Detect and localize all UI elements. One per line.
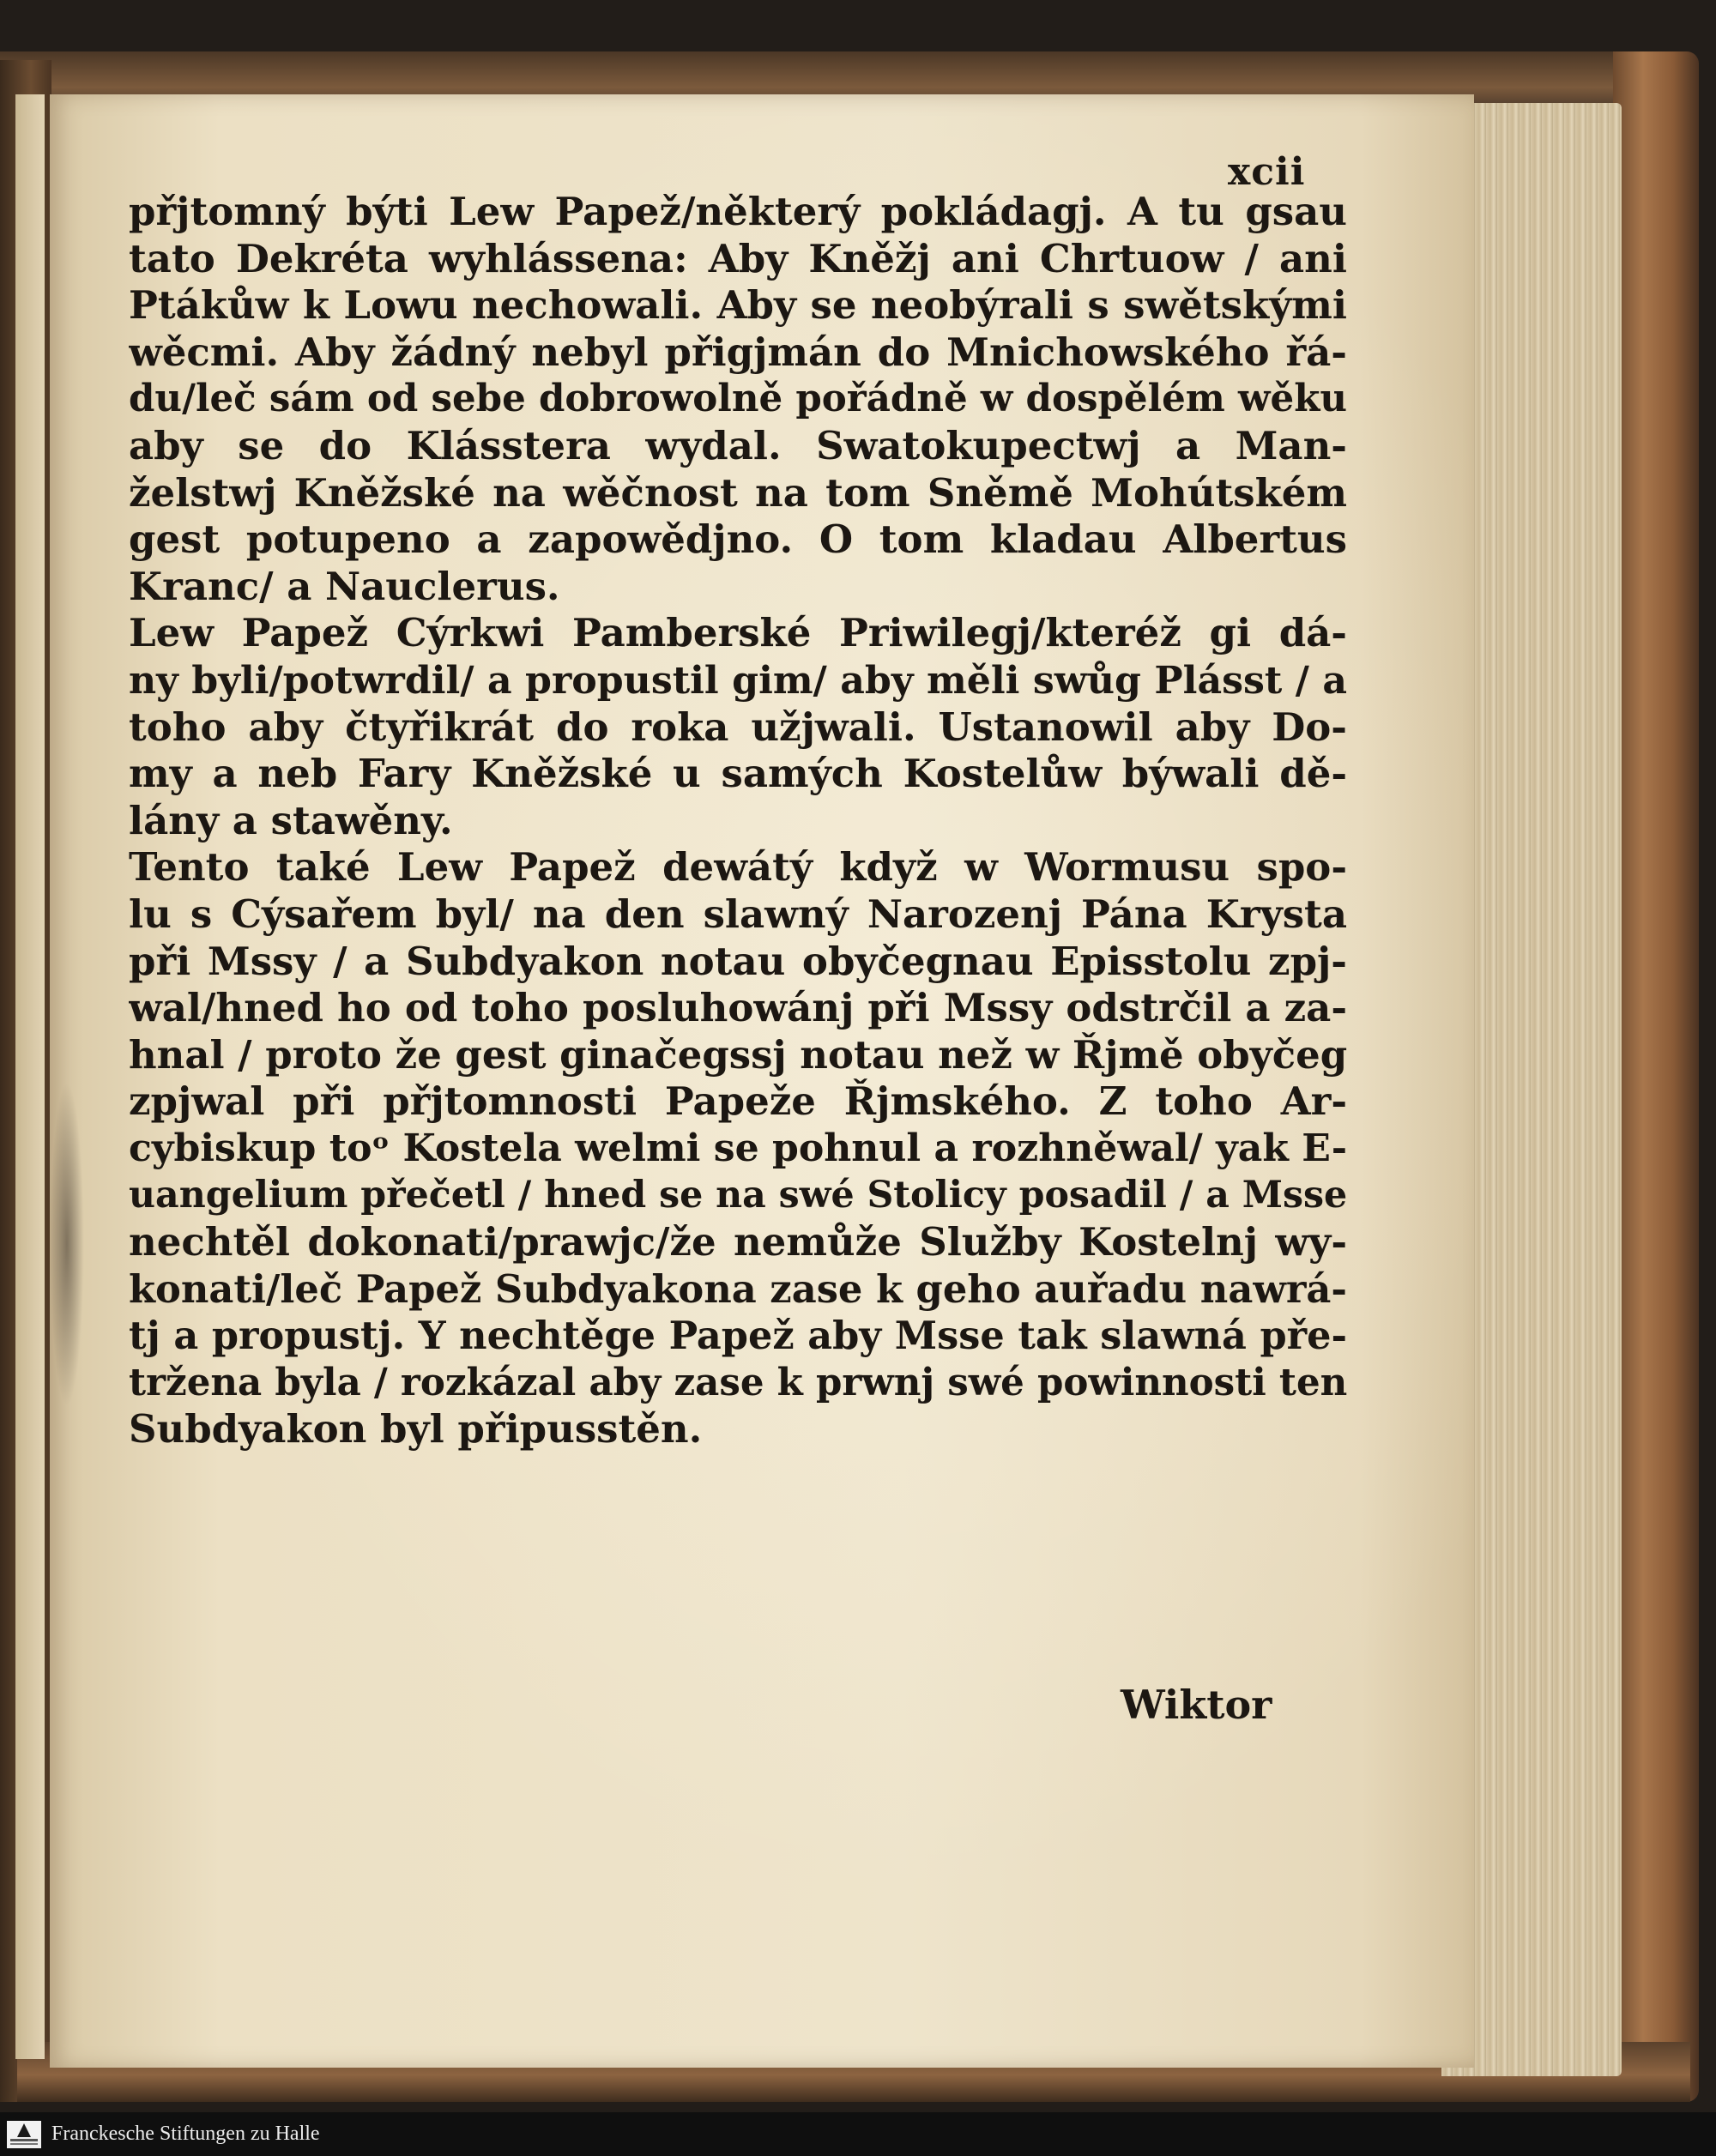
text-line: želstwj Kněžské na wěčnost na tom Sněmě Mohútském bbox=[129, 469, 1347, 516]
text-line: Lew Papež Cýrkwi Pamberské Priwilegj/kteréž gi dá- bbox=[129, 610, 1347, 656]
text-line: konati/leč Papež Subdyakona zase k geho auřadu nawrá- bbox=[129, 1265, 1347, 1312]
folio-number: xcii bbox=[1228, 150, 1306, 194]
text-line: hnal / proto že gest ginačegssj notau než w Řjmě obyčeg bbox=[129, 1031, 1347, 1078]
text-line: lu s Cýsařem byl/ na den slawný Narozenj Pána Krysta bbox=[129, 891, 1347, 937]
text-line: Subdyakon byl připusstěn. bbox=[129, 1406, 703, 1452]
text-line: při Mssy / a Subdyakon notau obyčegnau Episstolu zpj- bbox=[129, 938, 1347, 984]
text-line: aby se do Klásstera wydal. Swatokupectwj a Man- bbox=[129, 422, 1347, 468]
text-line: wal/hned ho od toho posluhowánj při Mssy odstrčil a za- bbox=[129, 985, 1347, 1031]
text-line: nechtěl dokonati/prawjc/že nemůže Služby Kostelnj wy- bbox=[129, 1219, 1347, 1265]
text-line: toho aby čtyřikrát do roka užjwali. Ustanowil aby Do- bbox=[129, 704, 1347, 750]
logo-line bbox=[10, 2143, 38, 2145]
logo-line bbox=[10, 2139, 38, 2141]
institution-logo-icon[interactable] bbox=[7, 2121, 41, 2148]
text-line: přjtomný býti Lew Papež/některý pokládagj. A tu gsau bbox=[129, 189, 1347, 234]
catchword: Wiktor bbox=[1121, 1682, 1272, 1728]
text-line: Ptákůw k Lowu nechowali. Aby se neobýrali s swětskými bbox=[129, 282, 1347, 329]
facing-page-edge bbox=[15, 94, 45, 2059]
footer-bar bbox=[0, 2112, 1716, 2156]
text-line: Tento také Lew Papež dewátý když w Wormusu spo- bbox=[129, 844, 1347, 891]
text-line: my a neb Fary Kněžské u samých Kostelůw býwali dě- bbox=[129, 751, 1347, 797]
text-line: tj a propustj. Y nechtěge Papež aby Msse tak slawná pře- bbox=[129, 1313, 1347, 1359]
text-line: cybiskup toᵒ Kostela welmi se pohnul a rozhněwal/ yak E- bbox=[129, 1126, 1347, 1170]
page-stain bbox=[50, 1081, 84, 1407]
institution-name[interactable]: Franckesche Stiftungen zu Halle bbox=[51, 2123, 320, 2145]
text-line: uangelium přečetl / hned se na swé Stolicy posadil / a Msse bbox=[129, 1174, 1347, 1217]
book-cover-right bbox=[1613, 51, 1699, 2102]
text-line: tato Dekréta wyhlássena: Aby Kněžj ani Chrtuow / ani bbox=[129, 235, 1347, 281]
book-page bbox=[50, 94, 1474, 2068]
text-line: du/leč sám od sebe dobrowolně pořádně w dospělém wěku bbox=[129, 377, 1347, 421]
text-line: lány a stawěny. bbox=[129, 797, 453, 843]
text-line: zpjwal při přjtomnosti Papeže Řjmského. Z toho Ar- bbox=[129, 1078, 1347, 1125]
text-line: gest potupeno a zapowědjno. O tom kladau Albertus bbox=[129, 516, 1347, 563]
body-text bbox=[129, 189, 1347, 1453]
text-line: tržena byla / rozkázal aby zase k prwnj swé powinnosti ten bbox=[129, 1360, 1347, 1404]
text-line: ny byli/potwrdil/ a propustil gim/ aby měli swůg Plásst / a bbox=[129, 657, 1347, 703]
logo-mark bbox=[17, 2123, 31, 2137]
text-line: Kranc/ a Nauclerus. bbox=[129, 563, 560, 609]
text-line: wěcmi. Aby žádný nebyl přigjmán do Mnichowského řá- bbox=[129, 329, 1347, 375]
